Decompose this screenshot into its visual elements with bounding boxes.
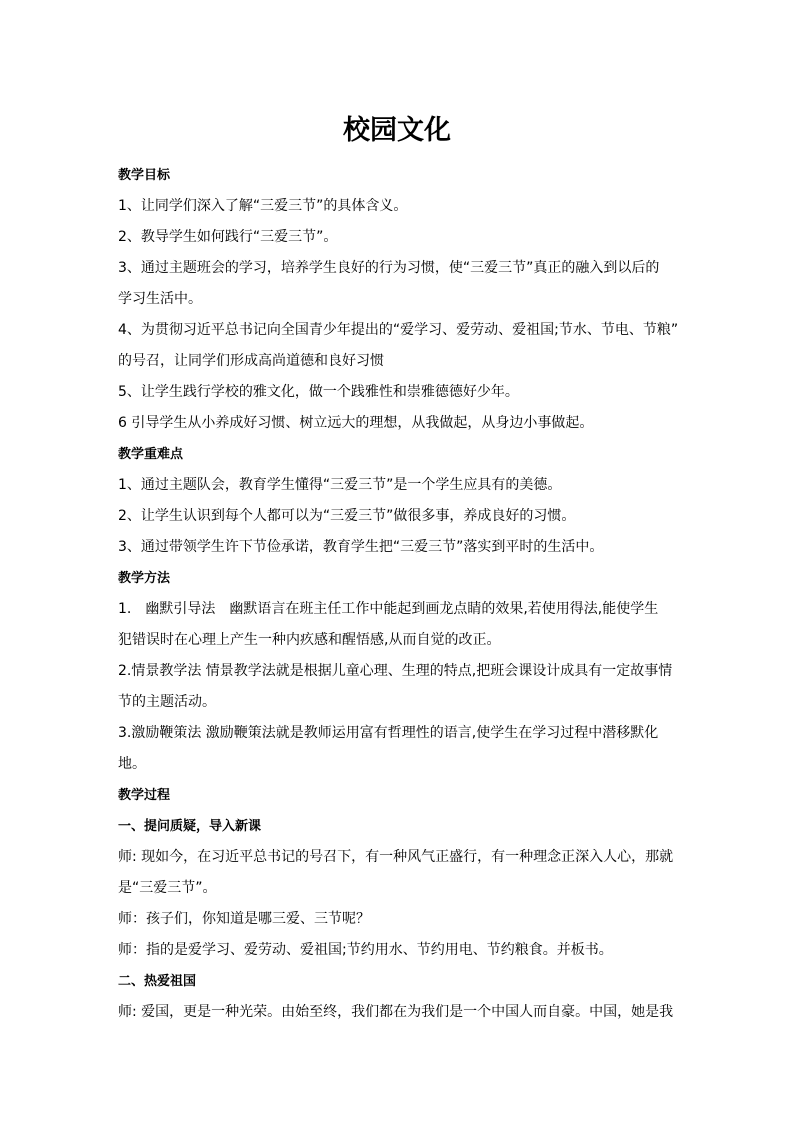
- paragraph-line: 3、通过带领学生许下节俭承诺，教育学生把“三爱三节”落实到平时的生活中。: [118, 539, 604, 555]
- paragraph-line: 的号召，让同学们形成高尚道德和良好习惯: [118, 353, 384, 369]
- paragraph-line: 1、通过主题队会，教育学生懂得“三爱三节”是一个学生应具有的美德。: [118, 477, 562, 493]
- section-heading: 二、热爱祖国: [118, 974, 197, 989]
- paragraph-line: 犯错误时在心理上产生一种内疚感和醒悟感,从而自觉的改正。: [118, 632, 501, 648]
- section-heading: 一、提问质疑，导入新课: [118, 819, 262, 834]
- section-heading: 教学方法: [118, 571, 171, 586]
- paragraph-line: 3、通过主题班会的学习，培养学生良好的行为习惯，使“三爱三节”真正的融入到以后的: [118, 260, 660, 276]
- section-heading: 教学重难点: [118, 447, 184, 462]
- paragraph-line: 师: 现如今，在习近平总书记的号召下，有一种风气正盛行，有一种理念正深入人心，那就: [118, 849, 674, 865]
- paragraph-line: 2、教导学生如何践行“三爱三节”。: [118, 229, 338, 245]
- paragraph-line: 3.激励鞭策法 激励鞭策法就是教师运用富有哲理性的语言,使学生在学习过程中潜移默化: [118, 725, 659, 741]
- paragraph-line: 2.情景教学法 情景教学法就是根据儿童心理、生理的特点,把班会课设计成具有一定故事情: [118, 663, 673, 679]
- paragraph-line: 是“三爱三节”。: [118, 880, 217, 896]
- paragraph-line: 4、为贯彻习近平总书记向全国青少年提出的“爱学习、爱劳动、爱祖国;节水、节电、节粮”: [118, 322, 678, 338]
- paragraph-line: 地。: [118, 756, 146, 772]
- document-body: [118, 160, 678, 1028]
- section-heading: 教学目标: [118, 168, 171, 183]
- paragraph-line: 6 引导学生从小养成好习惯、树立远大的理想，从我做起，从身边小事做起。: [118, 415, 594, 431]
- paragraph-line: 2、让学生认识到每个人都可以为“三爱三节”做很多事，养成良好的习惯。: [118, 508, 576, 524]
- paragraph-line: 5、让学生践行学校的雅文化，做一个践雅性和崇雅德德好少年。: [118, 384, 519, 400]
- paragraph-line: 1. 幽默引导法 幽默语言在班主任工作中能起到画龙点睛的效果,若使用得法,能使学生: [118, 601, 659, 617]
- paragraph-line: 节的主题活动。: [118, 694, 216, 710]
- section-heading: 教学过程: [118, 788, 171, 803]
- paragraph-line: 学习生活中。: [118, 291, 202, 307]
- page-title: 校园文化: [343, 115, 451, 146]
- paragraph-line: 师：孩子们，你知道是哪三爱、三节呢？: [118, 911, 370, 927]
- paragraph-line: 1、让同学们深入了解“三爱三节”的具体含义。: [118, 198, 408, 214]
- paragraph-line: 师：指的是爱学习、爱劳动、爱祖国;节约用水、节约用电、节约粮食。并板书。: [118, 942, 613, 958]
- paragraph-line: 师: 爱国，更是一种光荣。由始至终，我们都在为我们是一个中国人而自豪。中国，她是我: [118, 1004, 674, 1020]
